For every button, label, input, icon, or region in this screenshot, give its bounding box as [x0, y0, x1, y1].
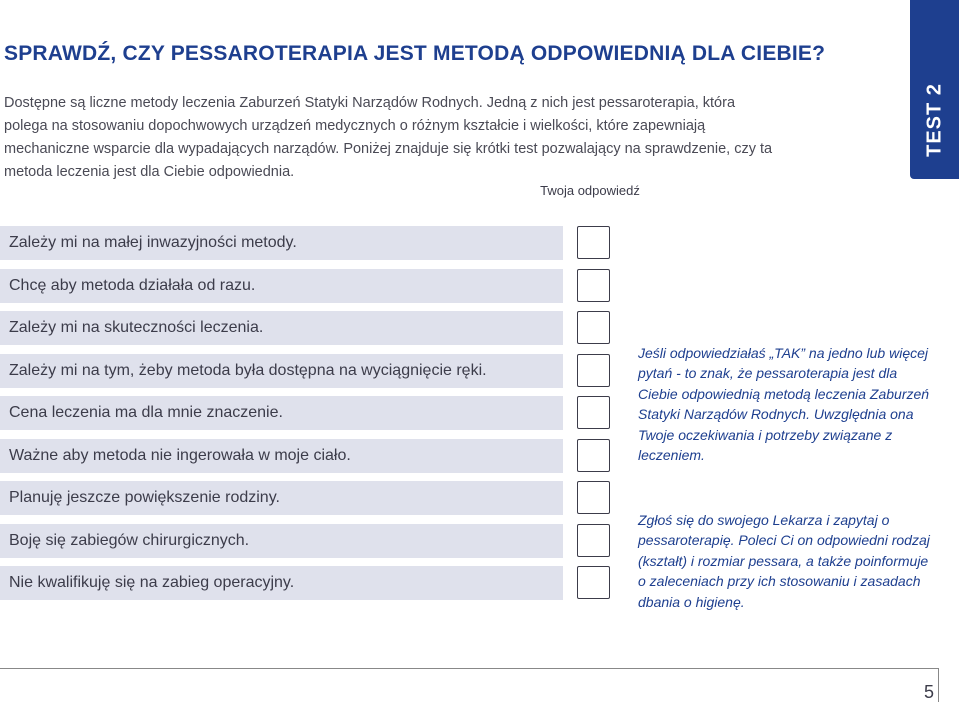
statement-row: Ważne aby metoda nie ingerowała w moje ciało. [0, 439, 563, 473]
result-note: Jeśli odpowiedziałaś „TAK” na jedno lub więcej pytań - to znak, że pessaroterapia jest dla Ciebie odpowiednią metodą leczenia Zaburzeń Statyki Narządów Rodnych. Uwzględnia ona Twoje oczekiwania i potrzeby związane z leczeniem. [638, 345, 930, 464]
answer-checkbox[interactable] [577, 481, 610, 514]
statement-row: Zależy mi na małej inwazyjności metody. [0, 226, 563, 260]
answer-checkbox[interactable] [577, 226, 610, 259]
intro-paragraph: Dostępne są liczne metody leczenia Zaburzeń Statyki Narządów Rodnych. Jedną z nich jest pessaroterapia, która polega na stosowaniu dopochwowych urządzeń medycznych o różnym kształcie i wielkości, które zapewniają mechaniczne wsparcie dla wypadających narządów. Poniżej znajduje się krótki test pozwalający na sprawdzenie, czy ta metoda leczenia jest dla Ciebie odpowiednia. [4, 95, 773, 180]
answer-checkbox[interactable] [577, 566, 610, 599]
statement-row: Zależy mi na tym, żeby metoda była dostępna na wyciągnięcie ręki. [0, 354, 563, 388]
statement-row: Chcę aby metoda działała od razu. [0, 269, 563, 303]
side-tab [910, 0, 959, 179]
statement-row: Planuję jeszcze powiększenie rodziny. [0, 481, 563, 515]
answer-checkbox[interactable] [577, 354, 610, 387]
answer-checkbox[interactable] [577, 396, 610, 429]
answer-checkbox[interactable] [577, 439, 610, 472]
footer-divider [0, 668, 938, 669]
answer-checkbox[interactable] [577, 311, 610, 344]
page-number: 5 [924, 682, 935, 702]
statement-row: Zależy mi na skuteczności leczenia. [0, 311, 563, 345]
statement-row: Nie kwalifikuję się na zabieg operacyjny. [0, 566, 563, 600]
page-title: SPRAWDŹ, CZY PESSAROTERAPIA JEST METODĄ ODPOWIEDNIĄ DLA CIEBIE? [4, 42, 826, 65]
footer-corner-line [938, 668, 939, 702]
answer-checkbox[interactable] [577, 269, 610, 302]
statement-row: Boję się zabiegów chirurgicznych. [0, 524, 563, 558]
advice-note: Zgłoś się do swojego Lekarza i zapytaj o pessaroterapię. Poleci Ci on odpowiedni rodzaj (kształt) i rozmiar pessara, a także poinformuje o zaleceniach przy ich stosowaniu i zasadach dbania o higienę. [638, 512, 930, 610]
statement-row: Cena leczenia ma dla mnie znaczenie. [0, 396, 563, 430]
side-tab-label: TEST 2 [923, 83, 945, 157]
answer-column-header: Twoja odpowiedź [540, 183, 640, 198]
answer-checkbox[interactable] [577, 524, 610, 557]
